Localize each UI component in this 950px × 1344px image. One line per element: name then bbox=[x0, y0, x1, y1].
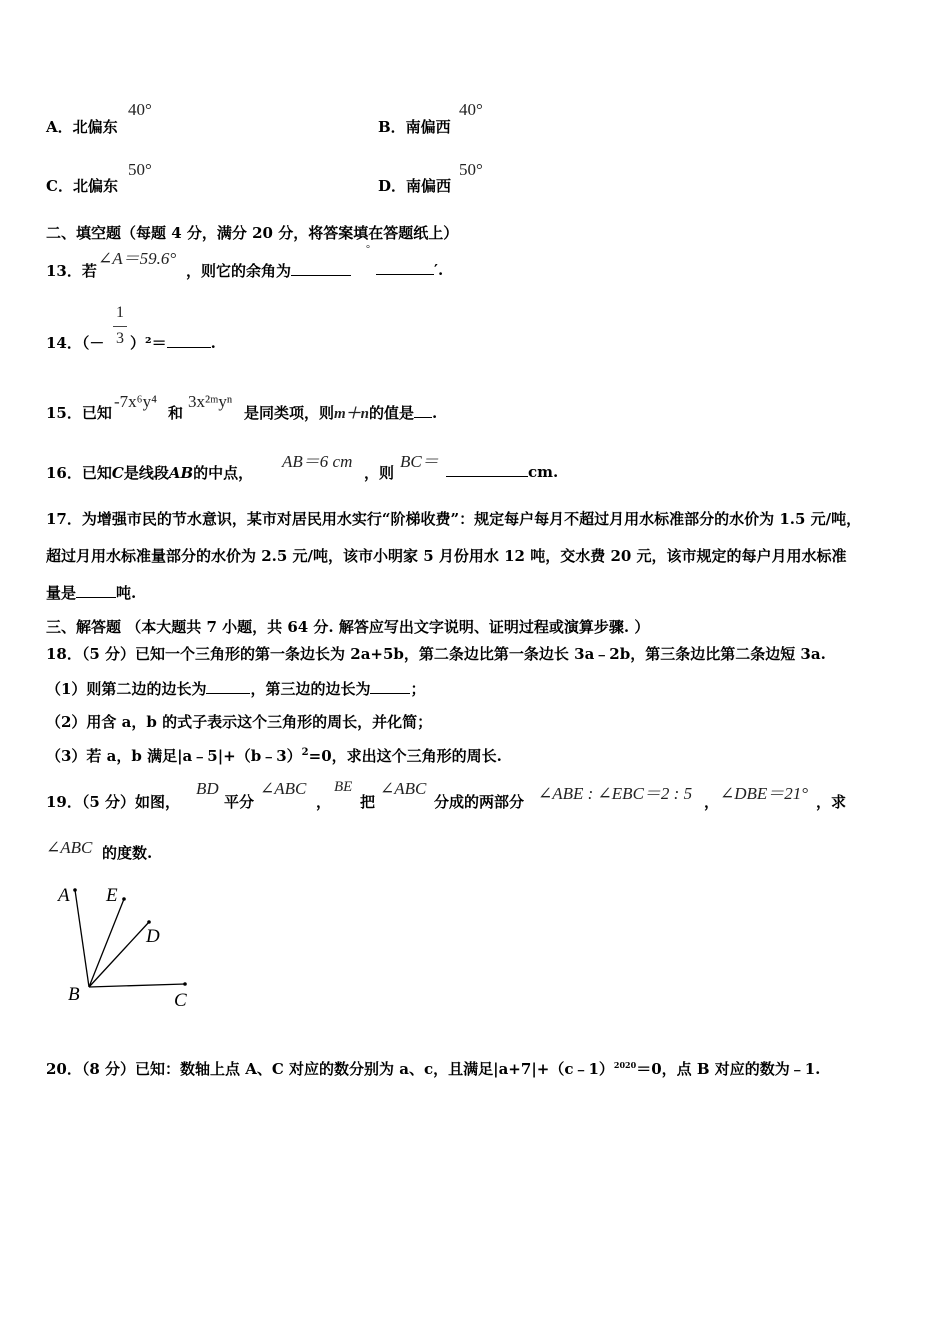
q19-comma-1: ， bbox=[316, 793, 332, 811]
q15-term-2: 3x²ᵐyⁿ bbox=[188, 392, 233, 411]
q15-number: 15．已知 bbox=[46, 404, 112, 422]
q19-ratio: ∠ABE : ∠EBC＝2 : 5 bbox=[538, 784, 693, 803]
option-b bbox=[378, 116, 451, 137]
q19-bd: BD bbox=[196, 779, 219, 798]
label-b: B bbox=[68, 984, 80, 1005]
q15-text bbox=[244, 402, 437, 423]
q18-sub-1-c: ； bbox=[410, 680, 426, 698]
q13-number: 13．若 bbox=[46, 262, 97, 280]
q18-sub-3-a: （3）若 a，b 满足|a﹣5|+（b﹣3） bbox=[46, 747, 302, 765]
q13-blank-2[interactable] bbox=[376, 260, 434, 275]
q19-split: 分成的两部分 bbox=[434, 793, 525, 811]
q17-line-1: 17．为增强市民的节水意识，某市对居民用水实行“阶梯收费”：规定每户每月不超过月用水标准部分的水价为 1.5 元/吨， bbox=[46, 510, 862, 528]
q16-math-bc: BC＝ bbox=[400, 452, 439, 471]
q20-text-b: ＝0，点 B 对应的数为﹣1. bbox=[636, 1060, 821, 1078]
q16-number: 16．已知 bbox=[46, 464, 112, 482]
q15-blank[interactable] bbox=[414, 403, 432, 418]
q17-blank[interactable] bbox=[76, 583, 116, 598]
q19-degree: 的度数. bbox=[102, 844, 153, 862]
q13-degree-mark: ° bbox=[366, 244, 370, 255]
q19-ba: 把 bbox=[360, 793, 376, 811]
q14-fraction-numerator: 1 bbox=[116, 304, 124, 321]
q14-fraction-bar bbox=[113, 326, 127, 327]
q14-fraction-denominator: 3 bbox=[116, 330, 124, 347]
q19-bisect: 平分 bbox=[224, 793, 255, 811]
section-2-title: 二、填空题（每题 4 分，满分 20 分，将答案填在答题纸上） bbox=[46, 224, 459, 242]
option-a-label: A．北偏东 bbox=[46, 118, 118, 136]
q18-sub-1-a: （1）则第二边的边长为 bbox=[46, 680, 207, 698]
q19-abc-2: ∠ABC bbox=[380, 779, 427, 798]
option-d-degree: 50° bbox=[459, 160, 483, 179]
ray-ba bbox=[75, 890, 89, 987]
label-e: E bbox=[106, 885, 118, 906]
option-c bbox=[46, 175, 118, 196]
q15-mn: m＋n bbox=[334, 406, 370, 422]
q19-dbe: ∠DBE＝21° bbox=[720, 784, 809, 803]
q13-angle-math: ∠A＝59.6° bbox=[98, 249, 177, 268]
q17-line-2: 超过月用水标准量部分的水价为 2.5 元/吨，该市小明家 5 月份用水 12 吨，交水费 20 元，该市规定的每户月用水标准 bbox=[46, 547, 847, 565]
option-a bbox=[46, 116, 118, 137]
q14-tail bbox=[130, 332, 216, 353]
q14-number: 14．（－ bbox=[46, 334, 105, 352]
q16-math-ab: AB＝6 cm bbox=[282, 452, 353, 471]
q19-abc-1: ∠ABC bbox=[260, 779, 307, 798]
q18-line-1: 18．（5 分）已知一个三角形的第一条边长为 2a+5b，第二条边比第一条边长 3a﹣2b，第三条边比第二条边短 3a. bbox=[46, 645, 826, 663]
point-e-dot bbox=[122, 897, 126, 901]
angle-figure bbox=[40, 878, 210, 1018]
q13-tail-label: ′. bbox=[434, 261, 444, 279]
q16-answer bbox=[446, 462, 558, 481]
q19-number: 19．（5 分）如图， bbox=[46, 793, 181, 811]
q18-sub-3-b: =0，求出这个三角形的周长. bbox=[308, 747, 502, 765]
q15-tail: 的值是 bbox=[369, 404, 415, 422]
q14-end: . bbox=[210, 334, 216, 352]
q17-line-3-a: 量是 bbox=[46, 584, 77, 602]
q16-text-1: 是线段 bbox=[123, 464, 169, 482]
ray-be bbox=[89, 899, 124, 987]
point-c-dot bbox=[183, 982, 187, 986]
q20-text bbox=[46, 1058, 820, 1079]
q16-text-2: 的中点， bbox=[193, 464, 254, 482]
q19-abc-3: ∠ABC bbox=[46, 838, 93, 857]
q14-blank[interactable] bbox=[167, 333, 211, 348]
option-a-degree: 40° bbox=[128, 100, 152, 119]
q16-blank[interactable] bbox=[446, 462, 528, 477]
q18-blank-1[interactable] bbox=[206, 679, 250, 694]
option-d bbox=[378, 175, 451, 196]
q15-and: 和 bbox=[168, 404, 184, 422]
ray-bc bbox=[89, 984, 185, 987]
section-3-title: 三、解答题 （本大题共 7 小题，共 64 分. 解答应写出文字说明、证明过程或演算步骤. ） bbox=[46, 618, 650, 636]
q18-sub-2: （2）用含 a，b 的式子表示这个三角形的周长，并化简； bbox=[46, 713, 433, 731]
q18-sub-1 bbox=[46, 678, 425, 699]
q14-tail-label: ）²＝ bbox=[130, 334, 167, 352]
q16-segment-ab: AB bbox=[168, 464, 194, 482]
q17-line-3 bbox=[46, 582, 136, 603]
label-c: C bbox=[174, 990, 187, 1011]
q16-unit: cm. bbox=[528, 463, 559, 481]
point-d-dot bbox=[147, 920, 151, 924]
q20-text-a: 20．（8 分）已知：数轴上点 A、C 对应的数分别为 a、c，且满足|a+7|+（c﹣1） bbox=[46, 1060, 614, 1078]
ray-bd bbox=[89, 922, 149, 987]
option-b-degree: 40° bbox=[459, 100, 483, 119]
q16-then: ，则 bbox=[364, 464, 395, 482]
q19-ask: ，求 bbox=[816, 793, 847, 811]
q20-sup: 2020 bbox=[613, 1060, 637, 1070]
q18-sub-3-sup: 2 bbox=[301, 747, 309, 758]
option-c-label: C．北偏东 bbox=[46, 177, 118, 195]
label-d: D bbox=[146, 926, 160, 947]
option-b-label: B．南偏西 bbox=[378, 118, 451, 136]
q15-text-label: 是同类项，则 bbox=[244, 404, 335, 422]
q15-term-1: -7x⁶y⁴ bbox=[114, 392, 158, 411]
q18-sub-1-b: ，第三边的边长为 bbox=[250, 680, 371, 698]
q13-tail bbox=[376, 260, 443, 279]
q18-sub-3 bbox=[46, 745, 502, 766]
option-c-degree: 50° bbox=[128, 160, 152, 179]
q19-be: BE bbox=[334, 779, 353, 795]
q19-comma-2: ， bbox=[704, 793, 720, 811]
option-d-label: D．南偏西 bbox=[378, 177, 452, 195]
point-a-dot bbox=[73, 888, 77, 892]
q17-line-3-b: 吨. bbox=[116, 584, 137, 602]
label-a: A bbox=[58, 885, 70, 906]
q16-text bbox=[46, 462, 253, 483]
q16-point-c: C bbox=[111, 464, 124, 482]
q18-blank-2[interactable] bbox=[370, 679, 410, 694]
q13-text bbox=[186, 260, 351, 281]
q13-blank-1[interactable] bbox=[291, 261, 351, 276]
q15-end: . bbox=[432, 404, 438, 422]
q13-text-label: ，则它的余角为 bbox=[186, 262, 292, 280]
